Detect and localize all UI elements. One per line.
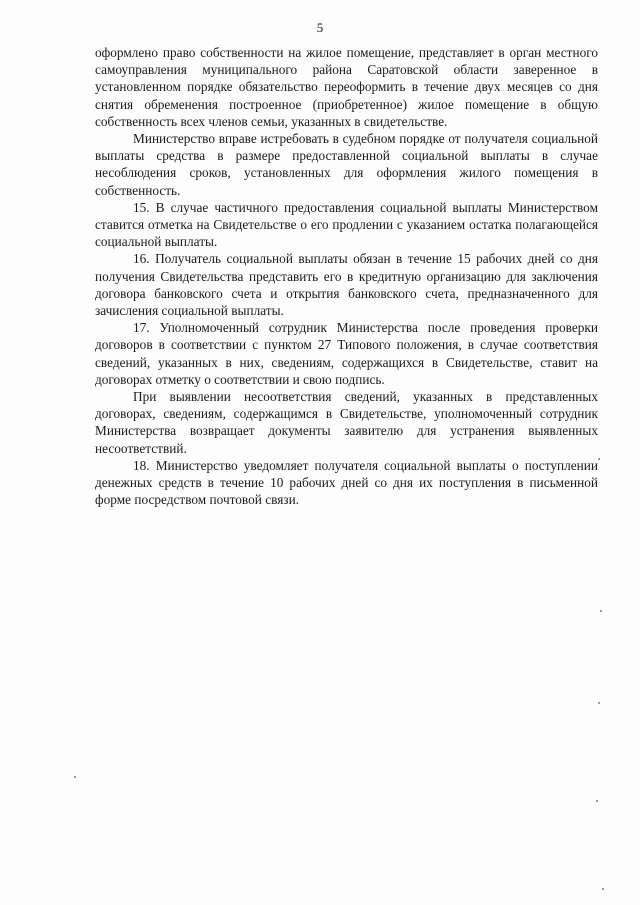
paragraph-ownership-obligation: оформлено право собственности на жилое помещение, представляет в орган местного самоуправления муниципального района Саратовской области заверенное в установленном порядке обязательство переоформить в течение двух месяцев со дня снятия обременения построенное (приобретенное) жилое помещение в общую собственность всех членов семьи, указанных в свидетельстве. <box>95 45 598 129</box>
paragraph-item-15: 15. В случае частичного предоставления социальной выплаты Министерством ставится отметка на Свидетельстве о его продлении с указанием остатка полагающейся социальной выплаты. <box>95 199 598 250</box>
paragraph-item-17: 17. Уполномоченный сотрудник Министерства после проведения проверки договоров в соответствии с пунктом 27 Типового положения, в случае соответствия сведений, указанных в них, сведениям, содержащихся в Свидетельстве, ставит на договорах отметку о соответствии и свою подпись. <box>95 320 598 387</box>
paragraph-discrepancy-return: При выявлении несоответствия сведений, указанных в представленных договорах, сведениям, содержащимся в Свидетельстве, уполномоченный сотрудник Министерства возвращает документы заявителю для устранения выявленных несоответствий. <box>95 389 598 456</box>
scan-speck <box>602 888 604 890</box>
paragraph-ministry-court-claim: Министерство вправе истребовать в судебном порядке от получателя социальной выплаты средства в размере предоставленной социальной выплаты в случае несоблюдения сроков, установленных для оформления жилого помещения в собственность. <box>95 131 598 198</box>
paragraph-item-18: 18. Министерство уведомляет получателя социальной выплаты о поступлении денежных средств в течение 10 рабочих дней со дня их поступления в письменной форме посредством почтовой связи. <box>95 457 598 508</box>
scan-speck <box>596 800 598 802</box>
scan-speck <box>600 610 602 612</box>
page-number: 5 <box>316 20 324 35</box>
document-body <box>95 44 598 508</box>
scan-speck <box>598 458 600 460</box>
scan-speck <box>74 776 76 778</box>
scan-speck <box>598 702 600 704</box>
paragraph-item-16: 16. Получатель социальной выплаты обязан в течение 15 рабочих дней со дня получения Свидетельства представить его в кредитную организацию для заключения договора банковского счета и открытия банковского счета, предназначенного для зачисления социальной выплаты. <box>95 251 598 319</box>
